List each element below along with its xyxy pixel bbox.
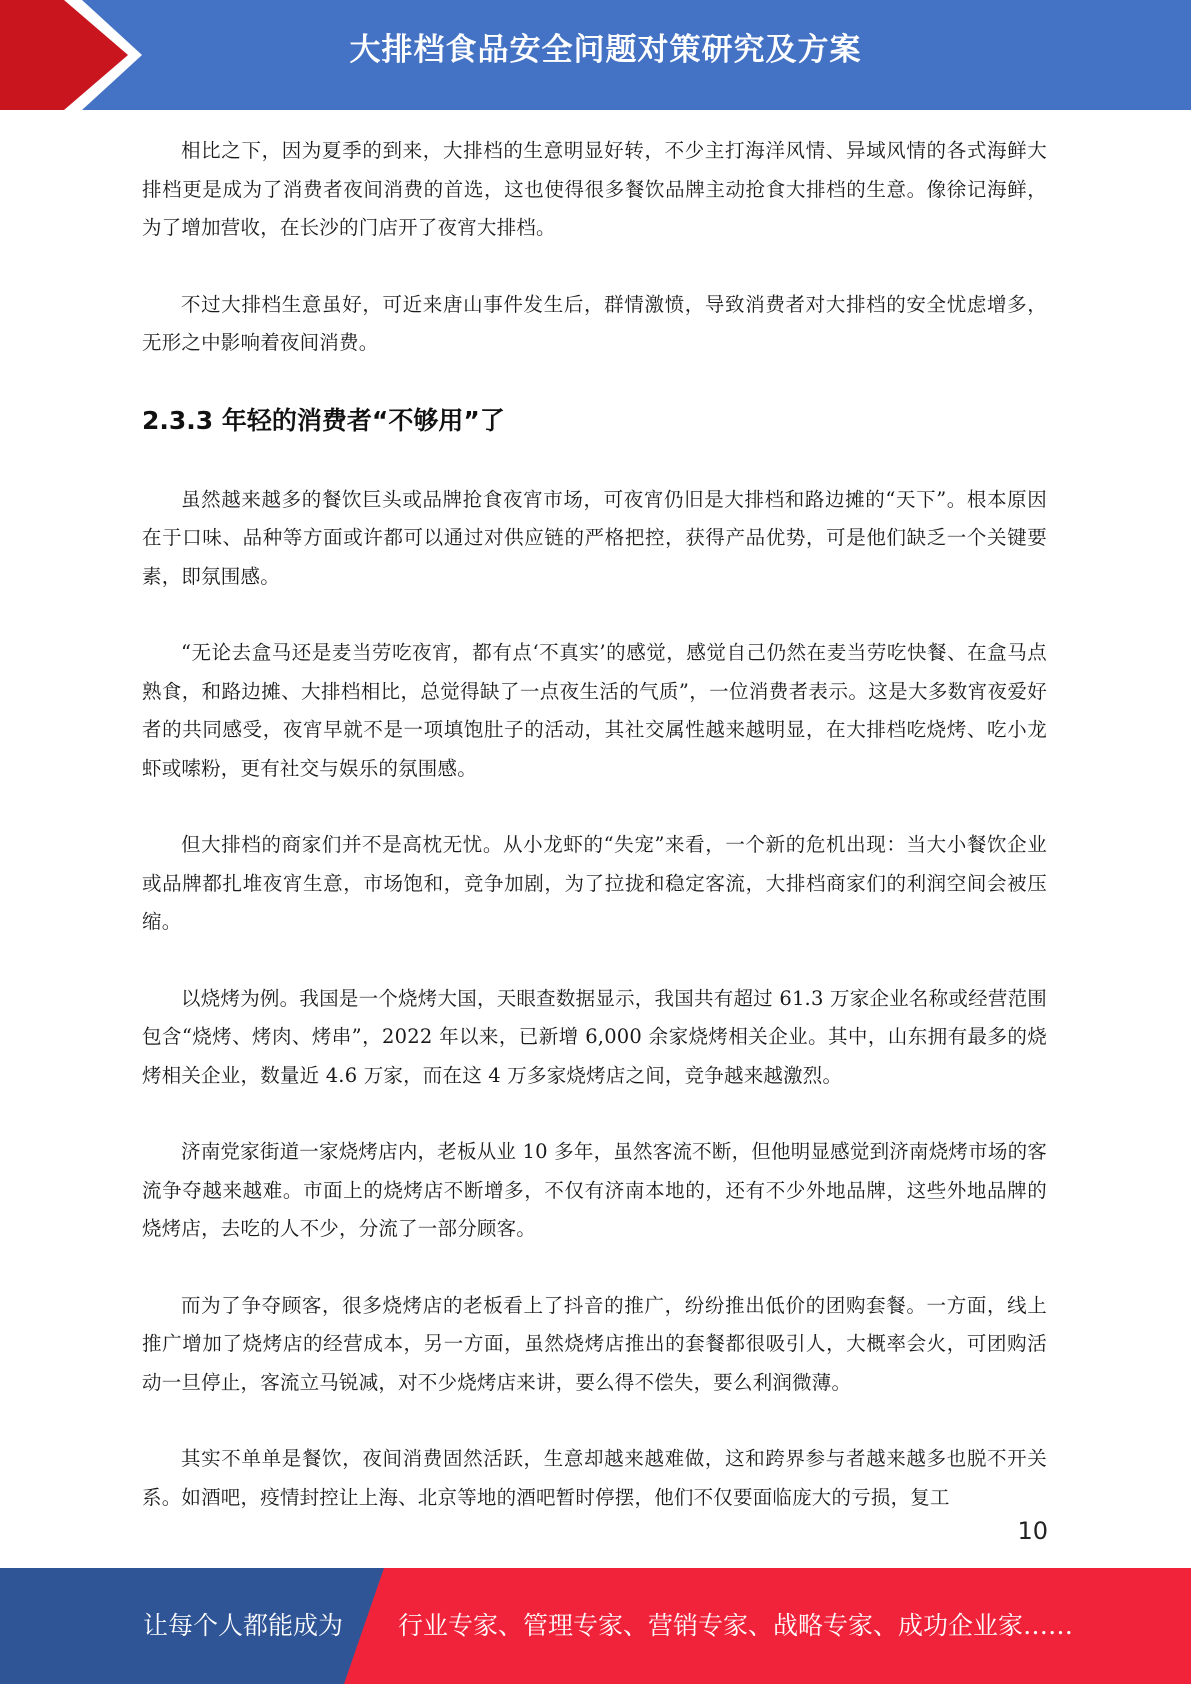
footer-slogan-left: 让每个人都能成为	[143, 1611, 344, 1640]
paragraph: 相比之下，因为夏季的到来，大排档的生意明显好转，不少主打海洋风情、异域风情的各式海鲜大排档更是成为了消费者夜间消费的首选，这也使得很多餐饮品牌主动抢食大排档的生意。像徐记海鲜，为了增加营收，在长沙的门店开了夜宵大排档。	[142, 139, 1047, 239]
page-number: 10	[1017, 1517, 1048, 1545]
footer-banner	[0, 1568, 1191, 1684]
paragraph: 其实不单单是餐饮，夜间消费固然活跃，生意却越来越难做，这和跨界参与者越来越多也脱不开关系。如酒吧，疫情封控让上海、北京等地的酒吧暂时停摆，他们不仅要面临庞大的亏损，复工	[142, 1447, 1047, 1509]
paragraph: “无论去盒马还是麦当劳吃夜宵，都有点‘不真实’的感觉，感觉自己仍然在麦当劳吃快餐、在盒马点熟食，和路边摊、大排档相比，总觉得缺了一点夜生活的气质”，一位消费者表示。这是大多数宵夜爱好者的共同感受，夜宵早就不是一项填饱肚子的活动，其社交属性越来越明显，在大排档吃烧烤、吃小龙虾或嗦粉，更有社交与娱乐的氛围感。	[142, 641, 1047, 780]
document-title: 大排档食品安全问题对策研究及方案	[349, 32, 862, 68]
header-banner	[0, 0, 1191, 110]
paragraph: 但大排档的商家们并不是高枕无忧。从小龙虾的“失宠”来看，一个新的危机出现：当大小餐饮企业或品牌都扎堆夜宵生意，市场饱和，竞争加剧，为了拉拢和稳定客流，大排档商家们的利润空间会被压缩。	[142, 833, 1047, 933]
paragraph: 不过大排档生意虽好，可近来唐山事件发生后，群情激愤，导致消费者对大排档的安全忧虑增多，无形之中影响着夜间消费。	[142, 292, 1047, 354]
page-content	[142, 132, 1047, 1517]
paragraph: 以烧烤为例。我国是一个烧烤大国，天眼查数据显示，我国共有超过 61.3 万家企业名称或经营范围包含“烧烤、烤肉、烤串”，2022 年以来，已新增 6,000 余家烧烤相关企业。其中，山东拥有最多的烧烤相关企业，数量近 4.6 万家，而在这 4 万多家烧烤店之间，竞争越来越激烈。	[142, 986, 1047, 1087]
footer-slogan-right: 行业专家、管理专家、营销专家、战略专家、成功企业家……	[398, 1611, 1074, 1640]
paragraph: 济南党家街道一家烧烤店内，老板从业 10 多年，虽然客流不断，但他明显感觉到济南烧烤市场的客流争夺越来越难。市面上的烧烤店不断增多，不仅有济南本地的，还有不少外地品牌，这些外地品牌的烧烤店，去吃的人不少，分流了一部分顾客。	[142, 1140, 1047, 1240]
section-heading: 2.3.3 年轻的消费者“不够用”了	[142, 405, 505, 435]
paragraph: 虽然越来越多的餐饮巨头或品牌抢食夜宵市场，可夜宵仍旧是大排档和路边摊的“天下”。根本原因在于口味、品种等方面或许都可以通过对供应链的严格把控，获得产品优势，可是他们缺乏一个关键要素，即氛围感。	[142, 487, 1047, 588]
paragraph: 而为了争夺顾客，很多烧烤店的老板看上了抖音的推广，纷纷推出低价的团购套餐。一方面，线上推广增加了烧烤店的经营成本，另一方面，虽然烧烤店推出的套餐都很吸引人，大概率会火，可团购活动一旦停止，客流立马锐减，对不少烧烤店来讲，要么得不偿失，要么利润微薄。	[142, 1293, 1047, 1394]
